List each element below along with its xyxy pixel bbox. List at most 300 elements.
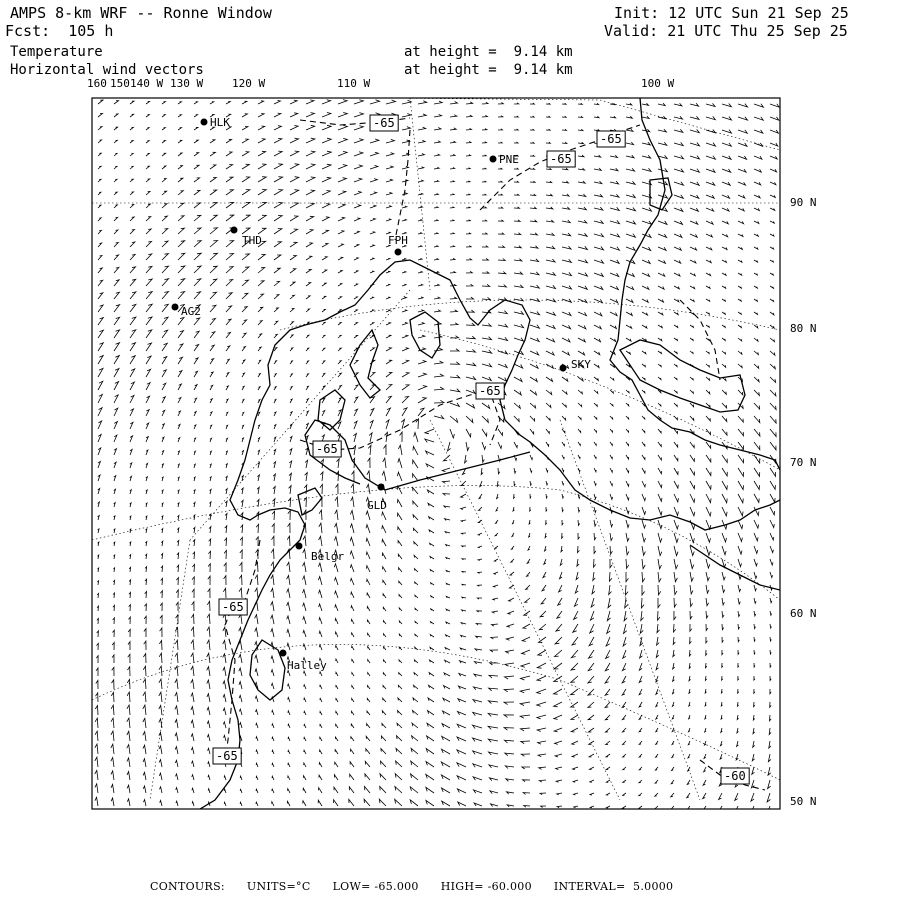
wind-vector: [505, 663, 514, 666]
wind-vector: [626, 247, 635, 251]
wind-vector: [473, 725, 483, 728]
wind-vector: [338, 257, 343, 260]
wind-vector: [770, 676, 771, 680]
wind-vector: [626, 468, 629, 473]
wind-vector: [223, 708, 226, 715]
wind-vector: [159, 692, 162, 702]
wind-vector: [322, 348, 325, 351]
wind-vector: [457, 724, 466, 728]
wind-vector: [610, 286, 618, 290]
wind-vector: [450, 115, 457, 117]
wind-vector: [130, 154, 133, 157]
wind-vector: [288, 511, 291, 520]
wind-vector: [415, 582, 418, 585]
wind-vector: [658, 338, 662, 341]
wind-vector: [562, 142, 567, 143]
wind-vector: [754, 559, 757, 566]
wind-vector: [130, 449, 132, 455]
wind-vector: [706, 351, 709, 354]
wind-vector: [402, 219, 406, 221]
wind-vector: [562, 468, 564, 472]
wind-vector: [112, 655, 114, 663]
wind-vector: [290, 190, 299, 195]
wind-vector: [398, 685, 402, 689]
wind-vector: [130, 230, 135, 235]
wind-vector: [572, 754, 578, 757]
wind-vector: [223, 588, 226, 598]
wind-vector: [258, 268, 265, 274]
wind-vector: [626, 103, 632, 105]
wind-vector: [738, 234, 743, 237]
wind-vector: [210, 215, 217, 221]
wind-vector: [690, 169, 699, 173]
wind-vector: [523, 780, 531, 782]
wind-vector: [160, 603, 162, 611]
wind-vector: [722, 286, 726, 288]
wind-vector: [418, 271, 422, 273]
wind-vector: [639, 728, 642, 732]
wind-vector: [114, 267, 119, 273]
wind-vector: [530, 272, 539, 275]
wind-vector: [224, 551, 226, 560]
wind-vector: [114, 449, 117, 455]
wind-vector: [111, 692, 114, 702]
wind-vector: [754, 182, 761, 185]
wind-vector: [642, 533, 646, 542]
wind-vector: [738, 546, 742, 554]
wind-vector: [690, 351, 693, 354]
wind-vector: [770, 247, 774, 249]
wind-vector: [175, 693, 178, 703]
wind-vector: [562, 481, 564, 485]
wind-vector: [705, 715, 706, 719]
wind-vector: [207, 653, 210, 663]
wind-vector: [399, 621, 402, 624]
wind-vector: [705, 689, 706, 693]
wind-vector: [546, 429, 549, 433]
wind-vector: [626, 520, 629, 528]
wind-vector: [354, 335, 358, 338]
wind-vector: [656, 663, 658, 670]
wind-vector: [641, 611, 644, 621]
wind-vector: [402, 271, 406, 273]
wind-vector: [303, 630, 306, 637]
wind-vector: [210, 412, 212, 416]
wind-vector: [754, 624, 756, 629]
wind-vector: [386, 348, 391, 351]
wind-vector: [354, 218, 360, 221]
wind-vector: [479, 507, 483, 510]
wind-vector: [320, 737, 322, 741]
wind-vector: [610, 234, 620, 237]
wind-vector: [210, 190, 217, 195]
wind-vector: [242, 139, 248, 143]
wind-vector: [176, 774, 179, 780]
wind-vector: [354, 139, 363, 143]
wind-vector: [674, 598, 677, 607]
wind-vector: [178, 477, 179, 481]
wind-vector: [322, 243, 328, 247]
wind-vector: [274, 450, 276, 456]
wind-vector: [738, 156, 747, 159]
wind-vector: [368, 647, 370, 650]
wind-vector: [335, 523, 339, 533]
wind-vector: [590, 611, 594, 620]
wind-vector: [498, 285, 506, 288]
wind-vector: [521, 676, 531, 680]
wind-vector: [370, 271, 374, 273]
wind-vector: [414, 542, 418, 546]
wind-vector: [450, 310, 457, 312]
wind-vector: [322, 373, 325, 377]
wind-vector: [191, 720, 194, 728]
wind-vector: [521, 663, 530, 667]
wind-vector: [514, 390, 521, 395]
wind-vector: [318, 577, 322, 585]
wind-vector: [306, 283, 311, 286]
wind-vector: [272, 737, 274, 741]
wind-vector: [770, 442, 776, 450]
wind-vector: [239, 668, 242, 676]
wind-vector: [162, 490, 163, 494]
wind-vector: [226, 438, 228, 442]
wind-vector: [338, 297, 342, 299]
wind-vector: [573, 624, 578, 632]
wind-vector: [514, 324, 524, 327]
wind-vector: [498, 116, 503, 117]
wind-vector: [514, 116, 518, 117]
wind-vector: [754, 130, 763, 133]
wind-vector: [690, 338, 693, 340]
wind-vector: [351, 578, 355, 585]
wind-vector: [737, 741, 739, 746]
wind-vector: [322, 138, 331, 143]
wind-vector: [754, 637, 755, 641]
wind-vector: [562, 207, 570, 209]
wind-vector: [498, 429, 503, 435]
wind-vector: [210, 152, 215, 156]
wind-vector: [530, 338, 539, 342]
wind-vector: [607, 624, 611, 633]
wind-vector: [322, 257, 327, 260]
wind-vector: [130, 369, 135, 377]
wind-vector: [673, 637, 675, 644]
wind-vector: [306, 177, 315, 182]
wind-vector: [239, 695, 242, 702]
wind-vector: [192, 602, 194, 611]
wind-vector: [770, 598, 772, 603]
wind-vector: [178, 241, 185, 247]
wind-vector: [114, 101, 119, 104]
wind-vector: [194, 438, 196, 442]
wind-vector: [143, 692, 146, 702]
wind-vector: [722, 234, 728, 237]
wind-vector: [606, 754, 610, 757]
wind-vector: [162, 128, 165, 130]
wind-vector: [530, 325, 539, 329]
wind-vector: [272, 776, 274, 780]
wind-vector: [434, 415, 444, 418]
wind-vector: [770, 195, 775, 198]
wind-vector: [770, 390, 776, 396]
wind-vector: [572, 637, 578, 645]
wind-vector: [590, 767, 595, 770]
lat-label: 90 N: [790, 196, 817, 209]
wind-vector: [386, 166, 393, 169]
wind-vector: [226, 306, 232, 312]
wind-vector: [722, 273, 726, 275]
wind-vector: [767, 806, 770, 815]
wind-vector: [722, 312, 725, 314]
wind-vector: [162, 266, 169, 273]
wind-vector: [97, 594, 98, 599]
wind-vector: [162, 516, 163, 520]
wind-vector: [572, 741, 578, 745]
wind-vector: [322, 100, 331, 104]
wind-vector: [442, 724, 450, 728]
wind-vector: [386, 396, 391, 403]
wind-vector: [496, 507, 498, 511]
wind-vector: [704, 754, 706, 758]
wind-vector: [546, 246, 555, 249]
wind-vector: [143, 705, 146, 715]
wind-vector: [542, 585, 546, 591]
wind-vector: [306, 423, 308, 429]
wind-vector: [754, 377, 759, 382]
wind-vector: [272, 524, 274, 533]
wind-vector: [434, 400, 444, 403]
wind-vector: [334, 564, 338, 572]
wind-vector: [689, 728, 691, 732]
wind-vector: [722, 117, 732, 121]
wind-vector: [434, 101, 442, 104]
wind-vector: [450, 416, 458, 422]
wind-vector: [546, 103, 550, 104]
wind-vector: [482, 403, 490, 409]
wind-vector: [338, 385, 342, 390]
wind-vector: [738, 533, 742, 542]
wind-vector: [690, 390, 693, 393]
wind-vector: [642, 416, 645, 419]
wind-vector: [738, 182, 746, 185]
wind-vector: [159, 679, 162, 689]
wind-vector: [706, 663, 707, 668]
wind-vector: [545, 533, 547, 538]
wind-vector: [450, 271, 456, 273]
wind-vector: [622, 715, 626, 720]
wind-vector: [589, 637, 594, 646]
wind-vector: [738, 676, 739, 680]
wind-vector: [175, 666, 178, 676]
wind-vector: [350, 551, 354, 559]
wind-vector: [98, 434, 101, 442]
wind-vector: [642, 442, 645, 446]
wind-vector: [498, 103, 503, 105]
wind-vector: [639, 767, 642, 770]
wind-vector: [194, 165, 199, 169]
wind-vector: [274, 462, 276, 468]
wind-vector: [482, 337, 492, 340]
wind-vector: [754, 195, 760, 198]
wind-vector: [562, 233, 571, 236]
wind-vector: [242, 177, 250, 182]
wind-vector: [706, 481, 711, 489]
wind-vector: [418, 219, 422, 221]
wind-vector: [690, 116, 699, 119]
wind-vector: [754, 117, 763, 120]
wind-vector: [114, 369, 119, 378]
wind-vector: [256, 776, 258, 780]
station-marker: [280, 650, 287, 657]
wind-vector: [656, 689, 658, 694]
wind-vector: [381, 749, 386, 755]
wind-vector: [98, 179, 101, 182]
wind-vector: [754, 364, 759, 368]
wind-vector: [274, 321, 278, 325]
wind-vector: [194, 102, 198, 104]
wind-vector: [418, 386, 427, 391]
wind-vector: [194, 398, 197, 403]
wind-vector: [175, 640, 178, 650]
wind-vector: [738, 598, 740, 604]
wind-vector: [690, 234, 697, 237]
wind-vector: [402, 322, 407, 325]
wind-vector: [335, 762, 338, 767]
wind-vector: [450, 128, 456, 130]
wind-vector: [226, 346, 230, 351]
wind-vector: [426, 787, 434, 793]
wind-vector: [769, 741, 771, 748]
wind-vector: [481, 468, 483, 475]
wind-vector: [674, 208, 683, 212]
wind-vector: [751, 780, 754, 788]
wind-vector: [594, 364, 599, 368]
wind-vector: [557, 611, 562, 618]
wind-vector: [578, 455, 580, 459]
wind-vector: [146, 410, 149, 416]
wind-vector: [258, 347, 261, 351]
wind-vector: [144, 604, 146, 611]
wind-vector: [450, 389, 460, 392]
wind-vector: [370, 192, 377, 195]
wind-vector: [425, 429, 434, 434]
wind-vector: [538, 741, 546, 744]
wind-vector: [178, 331, 184, 338]
wind-vector: [706, 572, 709, 581]
wind-vector: [482, 194, 486, 195]
wind-vector: [770, 611, 772, 615]
wind-vector: [146, 242, 152, 248]
wind-vector: [706, 143, 716, 147]
wind-vector: [505, 676, 515, 679]
wind-vector: [690, 221, 698, 224]
wind-vector: [434, 361, 443, 364]
wind-vector: [546, 312, 555, 316]
wind-vector: [304, 724, 306, 728]
wind-vector: [610, 559, 612, 568]
wind-vector: [129, 555, 130, 559]
wind-vector: [578, 442, 580, 445]
wind-vector: [114, 503, 116, 507]
wind-vector: [514, 338, 524, 341]
wind-vector: [770, 520, 774, 528]
wind-vector: [546, 338, 555, 342]
wind-vector: [97, 568, 98, 572]
wind-vector: [384, 634, 387, 637]
wind-vector: [290, 412, 292, 416]
wind-vector: [722, 546, 726, 555]
wind-vector: [446, 596, 450, 598]
wind-vector: [546, 507, 547, 511]
wind-vector: [162, 503, 163, 507]
wind-vector: [446, 583, 450, 585]
wind-vector: [322, 113, 331, 118]
wind-vector: [98, 529, 99, 533]
wind-vector: [194, 490, 196, 494]
wind-vector: [414, 660, 418, 663]
wind-vector: [752, 754, 754, 761]
wind-vector: [721, 741, 723, 746]
wind-vector: [578, 416, 581, 420]
wind-vector: [770, 559, 773, 565]
wind-vector: [127, 731, 130, 741]
wind-vector: [446, 635, 451, 637]
wind-vector: [578, 338, 585, 342]
wind-vector: [706, 637, 708, 643]
wind-vector: [319, 618, 322, 624]
wind-vector: [97, 581, 98, 585]
wind-vector: [162, 102, 165, 104]
wind-vector: [418, 154, 424, 157]
wind-vector: [458, 802, 466, 806]
wind-vector: [414, 685, 419, 689]
wind-vector: [194, 358, 198, 364]
wind-vector: [146, 153, 149, 156]
wind-vector: [130, 343, 136, 351]
wind-vector: [738, 195, 745, 198]
wind-vector: [610, 390, 613, 393]
wind-vector: [527, 559, 530, 563]
wind-vector: [626, 142, 634, 145]
wind-vector: [305, 460, 308, 468]
wind-vector: [383, 580, 386, 585]
wind-vector: [114, 305, 120, 312]
wind-vector: [769, 728, 771, 735]
wind-vector: [610, 168, 618, 171]
wind-vector: [562, 272, 572, 275]
wind-vector: [770, 117, 779, 120]
wind-vector: [399, 581, 402, 585]
wind-vector: [658, 403, 661, 406]
wind-vector: [706, 325, 709, 327]
wind-vector: [175, 733, 178, 741]
wind-vector: [738, 624, 740, 629]
wind-vector-field: [95, 100, 779, 816]
wind-vector: [658, 585, 661, 595]
wind-vector: [482, 129, 487, 130]
wind-vector: [130, 542, 131, 546]
wind-vector: [578, 390, 582, 394]
wind-vector: [444, 673, 450, 676]
wind-vector: [162, 241, 168, 247]
wind-vector: [303, 644, 306, 650]
wind-vector: [537, 689, 546, 694]
wind-vector: [562, 194, 569, 196]
wind-vector: [525, 598, 530, 602]
wind-vector: [350, 524, 354, 533]
wind-vector: [489, 752, 499, 755]
wind-vector: [610, 403, 613, 406]
